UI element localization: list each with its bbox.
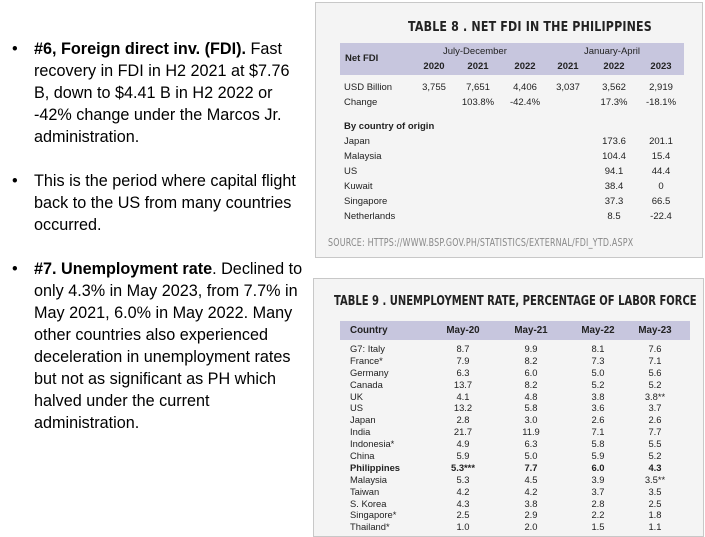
cell: 4.2 xyxy=(524,485,538,497)
row-label: Thailand* xyxy=(350,521,390,533)
cell: 6.3 xyxy=(524,438,538,450)
cell: 5.8 xyxy=(524,402,538,414)
table8-year: 2021 xyxy=(467,61,489,72)
row-label: US xyxy=(344,166,358,177)
cell: 7.7 xyxy=(648,426,662,438)
table9-row xyxy=(340,379,690,391)
table9-col-country: Country xyxy=(350,325,388,336)
table9-row xyxy=(340,414,690,426)
cell: 2.2 xyxy=(591,509,605,521)
table9-title: TABLE 9 . UNEMPLOYMENT RATE, PERCENTAGE OF LABOR FORCE xyxy=(334,293,697,309)
cell: 21.7 xyxy=(453,426,473,438)
bullet-list xyxy=(10,38,308,456)
cell: 7.6 xyxy=(648,343,662,354)
row-label: Malaysia xyxy=(344,151,382,162)
table9-row xyxy=(340,438,690,450)
table8-title: TABLE 8 . NET FDI IN THE PHILIPPINES xyxy=(408,19,652,35)
cell: 2.6 xyxy=(648,414,662,426)
cell: 7,651 xyxy=(466,82,490,93)
cell: -42.4% xyxy=(509,97,541,108)
row-label: Indonesia* xyxy=(350,438,395,450)
row-label: G7: Italy xyxy=(350,343,385,354)
cell: 5.2 xyxy=(591,378,605,390)
cell: 5.0 xyxy=(524,450,538,462)
table9-row xyxy=(340,486,690,498)
cell: 2.9 xyxy=(524,509,538,521)
cell: 7.3 xyxy=(591,354,605,366)
cell: 201.1 xyxy=(649,136,673,147)
cell: 3,037 xyxy=(556,82,580,93)
table8-year: 2022 xyxy=(603,61,625,72)
bullet-dot: • xyxy=(12,260,18,278)
cell: 3.0 xyxy=(524,414,538,426)
table8-row-change xyxy=(340,96,684,111)
cell: 3.6 xyxy=(591,402,605,414)
table9-row xyxy=(340,474,690,486)
table9 xyxy=(340,321,690,533)
table8-origin-row xyxy=(340,180,684,195)
table9-row xyxy=(340,402,690,414)
table8-origin-row xyxy=(340,150,684,165)
cell: 5.3*** xyxy=(451,461,475,473)
row-label: US xyxy=(350,402,364,414)
cell: 44.4 xyxy=(651,166,671,177)
table9-row xyxy=(340,462,690,474)
cell: 1.8 xyxy=(648,509,662,521)
cell: 5.2 xyxy=(648,378,662,390)
row-label: India xyxy=(350,426,371,438)
cell: 4,406 xyxy=(513,82,537,93)
row-label: Canada xyxy=(350,378,383,390)
cell: 3.8 xyxy=(524,497,538,509)
cell: 4.2 xyxy=(456,485,470,497)
cell: 4.9 xyxy=(456,438,470,450)
table9-row xyxy=(340,391,690,403)
cell: -22.4 xyxy=(650,211,672,222)
table8-year: 2022 xyxy=(514,61,536,72)
cell: 3.7 xyxy=(591,485,605,497)
cell: 6.3 xyxy=(456,366,470,378)
table8-origin-row xyxy=(340,195,684,210)
table9-body xyxy=(340,343,690,533)
table9-panel xyxy=(313,278,704,537)
cell: 2.6 xyxy=(591,414,605,426)
cell: 3,755 xyxy=(422,82,446,93)
table9-row xyxy=(340,426,690,438)
cell: 38.4 xyxy=(604,181,624,192)
table8-year: 2021 xyxy=(557,61,579,72)
cell: 7.9 xyxy=(456,354,470,366)
table8-origin-row xyxy=(340,165,684,180)
cell: 8.2 xyxy=(524,354,538,366)
bullet-unemployment xyxy=(10,258,308,434)
table8-panel xyxy=(315,2,703,258)
cell: 0 xyxy=(658,181,664,192)
cell: 1.5 xyxy=(591,521,605,533)
bullet-text: Fast recovery in FDI in H2 2021 at $7.76 B, down to $4.41 B in H2 2022 or -42% change under the Marcos Jr. administration. xyxy=(34,40,290,146)
bullet-fdi xyxy=(10,38,308,148)
row-label: Philippines xyxy=(350,461,401,473)
cell: 3.8 xyxy=(591,390,605,402)
table9-row xyxy=(340,498,690,510)
row-label: USD Billion xyxy=(344,82,393,93)
cell: 5.3 xyxy=(456,473,470,485)
table9-row xyxy=(340,343,690,355)
row-label: Change xyxy=(344,97,378,108)
cell: 37.3 xyxy=(604,196,624,207)
table9-header xyxy=(340,321,690,340)
cell: 4.8 xyxy=(524,390,538,402)
cell: 2.5 xyxy=(648,497,662,509)
cell: 4.3 xyxy=(456,497,470,509)
table8-header xyxy=(340,43,684,75)
cell: 7.1 xyxy=(591,426,605,438)
row-label: Taiwan xyxy=(350,485,380,497)
row-label: Japan xyxy=(350,414,376,426)
cell: 3.9 xyxy=(591,473,605,485)
table8-row-label-header: Net FDI xyxy=(345,53,379,64)
table8-group-jul-dec: July-December xyxy=(443,46,507,57)
table8-row-usd xyxy=(340,81,684,96)
row-label: Germany xyxy=(350,366,389,378)
bullet-dot: • xyxy=(12,172,18,190)
cell: 2,919 xyxy=(649,82,673,93)
cell: 66.5 xyxy=(651,196,671,207)
table9-row xyxy=(340,521,690,533)
row-label: S. Korea xyxy=(350,497,387,509)
table9-col: May-20 xyxy=(446,325,480,336)
table9-col: May-22 xyxy=(581,325,615,336)
table8-origin-row xyxy=(340,135,684,150)
origin-heading: By country of origin xyxy=(344,121,435,132)
table8 xyxy=(340,43,684,225)
cell: 17.3% xyxy=(600,97,628,108)
cell: 2.5 xyxy=(456,509,470,521)
cell: 1.0 xyxy=(456,521,470,533)
table8-origin-row xyxy=(340,210,684,225)
cell: 4.1 xyxy=(456,390,470,402)
row-label: France* xyxy=(350,354,383,366)
table8-source: SOURCE: HTTPS://WWW.BSP.GOV.PH/STATISTICS/EXTERNAL/FDI_YTD.ASPX xyxy=(328,236,634,249)
row-label: UK xyxy=(350,390,364,402)
cell: 5.5 xyxy=(648,438,662,450)
cell: 9.9 xyxy=(524,343,538,354)
cell: 13.7 xyxy=(453,378,473,390)
cell: 1.1 xyxy=(648,521,662,533)
cell: 5.8 xyxy=(591,438,605,450)
cell: 11.9 xyxy=(522,426,540,438)
cell: 3.5 xyxy=(648,485,662,497)
cell: 8.5 xyxy=(607,211,621,222)
cell: 5.0 xyxy=(591,366,605,378)
table8-year: 2023 xyxy=(650,61,672,72)
cell: 8.2 xyxy=(524,378,538,390)
cell: 5.2 xyxy=(648,450,662,462)
cell: 173.6 xyxy=(602,136,626,147)
table9-col: May-21 xyxy=(514,325,548,336)
cell: 4.5 xyxy=(524,473,538,485)
table9-row xyxy=(340,509,690,521)
cell: 6.0 xyxy=(591,461,605,473)
cell: 103.8% xyxy=(461,97,495,108)
cell: 6.0 xyxy=(524,366,538,378)
bullet-text: This is the period where capital flight back to the US from many countries occurred. xyxy=(34,172,296,234)
cell: 8.1 xyxy=(591,343,605,354)
row-label: Singapore xyxy=(344,196,388,207)
cell: 13.2 xyxy=(453,402,473,414)
bullet-heading: #6, Foreign direct inv. (FDI). xyxy=(34,40,246,58)
cell: 3.5** xyxy=(644,473,666,485)
table9-row xyxy=(340,355,690,367)
cell: 3.7 xyxy=(648,402,662,414)
table9-row xyxy=(340,450,690,462)
cell: 7.1 xyxy=(648,354,662,366)
row-label: Malaysia xyxy=(350,473,387,485)
row-label: Japan xyxy=(344,136,370,147)
table8-group-jan-apr: January-April xyxy=(584,46,640,57)
bullet-heading: #7. Unemployment rate xyxy=(34,260,213,278)
cell: 5.9 xyxy=(591,450,605,462)
row-label: Netherlands xyxy=(344,211,396,222)
table8-origin-heading-row xyxy=(340,120,684,135)
cell: 3.8** xyxy=(644,390,666,402)
cell: 2.8 xyxy=(456,414,470,426)
cell: 94.1 xyxy=(604,166,624,177)
row-label: China xyxy=(350,450,375,462)
cell: 15.4 xyxy=(651,151,671,162)
cell: 5.9 xyxy=(456,450,470,462)
table9-row xyxy=(340,367,690,379)
table8-year: 2020 xyxy=(423,61,445,72)
cell: 104.4 xyxy=(602,151,626,162)
bullet-capital-flight xyxy=(10,170,308,236)
row-label: Kuwait xyxy=(344,181,373,192)
cell: 3,562 xyxy=(602,82,626,93)
cell: 7.7 xyxy=(524,461,538,473)
cell: 2.8 xyxy=(591,497,605,509)
cell: 4.3 xyxy=(648,461,662,473)
table9-col: May-23 xyxy=(638,325,672,336)
bullet-text: . Declined to only 4.3% in May 2023, from 7.7% in May 2021, 6.0% in May 2022. Many other countries also experienced deceleration in unemployment rates but not as significant as PH which halved under the current administration. xyxy=(34,260,303,432)
row-label: Singapore* xyxy=(350,509,397,521)
bullet-dot: • xyxy=(12,40,18,58)
cell: 5.6 xyxy=(648,366,662,378)
cell: 2.0 xyxy=(524,521,538,533)
cell: -18.1% xyxy=(645,97,677,108)
cell: 8.7 xyxy=(456,343,470,354)
